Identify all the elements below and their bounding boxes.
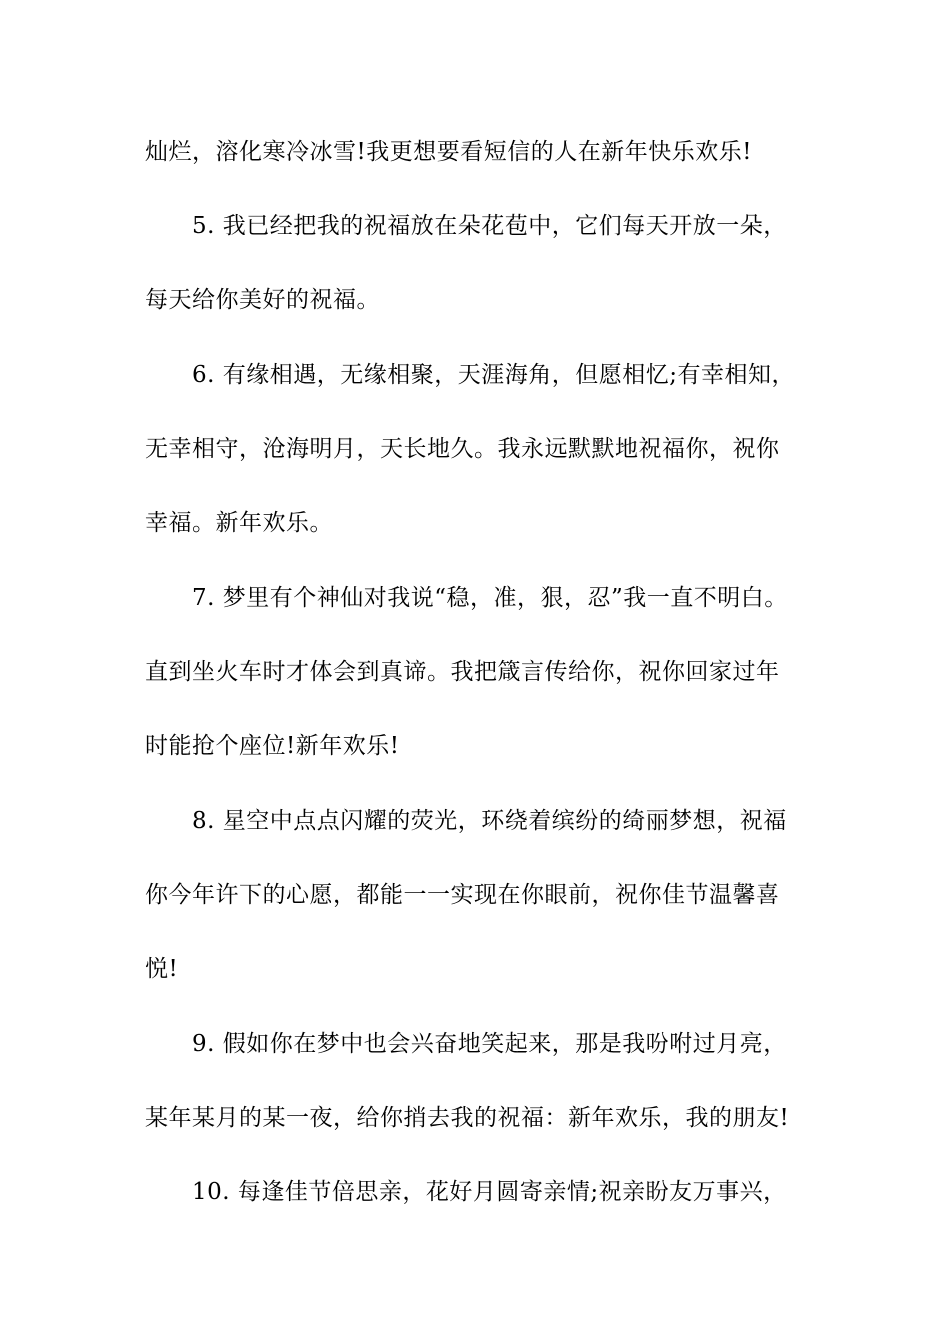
list-item-9-line: 9. 假如你在梦中也会兴奋地笑起来，那是我吩咐过月亮， [192,1031,787,1057]
list-item-8-line: 8. 星空中点点闪耀的荧光，环绕着缤纷的绮丽梦想，祝福 [192,808,787,834]
text-line: 幸福。新年欢乐。 [145,510,333,536]
text-line: 灿烂，溶化寒冷冰雪!我更想要看短信的人在新年快乐欢乐! [145,139,752,165]
list-item-10-line: 10. 每逢佳节倍思亲，花好月圆寄亲情;祝亲盼友万事兴， [192,1179,787,1205]
list-item-6-line: 6. 有缘相遇，无缘相聚，天涯海角，但愿相忆;有幸相知， [192,362,796,388]
text-line: 无幸相守，沧海明月，天长地久。我永远默默地祝福你，祝你 [145,436,780,462]
text-line: 直到坐火车时才体会到真谛。我把箴言传给你，祝你回家过年 [145,659,780,685]
text-line: 你今年许下的心愿，都能一一实现在你眼前，祝你佳节温馨喜 [145,882,780,908]
list-item-5-line: 5. 我已经把我的祝福放在朵花苞中，它们每天开放一朵， [192,213,787,239]
text-line: 时能抢个座位!新年欢乐! [145,733,400,759]
text-line: 悦! [145,956,179,982]
text-line: 某年某月的某一夜，给你捎去我的祝福：新年欢乐，我的朋友! [145,1105,790,1131]
list-item-7-line: 7. 梦里有个神仙对我说“稳，准，狠，忍”我一直不明白。 [192,585,788,611]
text-line: 每天给你美好的祝福。 [145,287,380,313]
